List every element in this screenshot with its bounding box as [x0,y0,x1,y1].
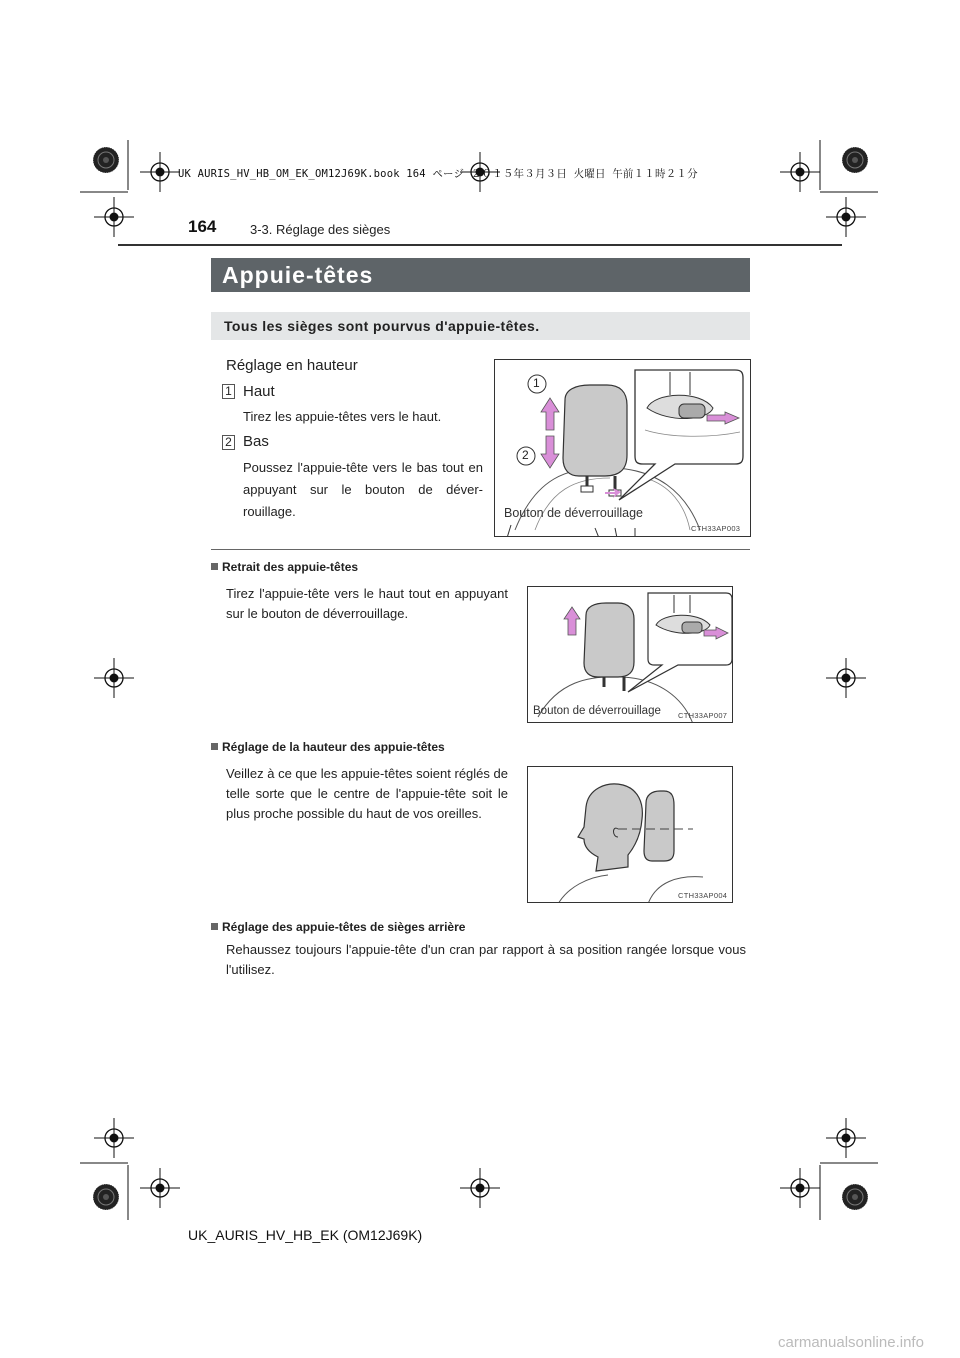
figure-label-release-button: Bouton de déverrouillage [504,506,643,520]
section-text-rear: Rehaussez toujours l'appuie-tête d'un cran par rapport à sa position rangée lorsque vous l'utilisez. [226,942,746,977]
header-rule [118,244,842,246]
section-text-height: Veillez à ce que les appuie-têtes soient réglés de telle sorte que le centre de l'appuie-tête soit le plus proche possible du haut de vos oreilles. [226,766,508,821]
callout-2: 2 [522,448,529,462]
figure-removal [527,586,733,723]
step-number-1: 1 [222,384,235,399]
page-subtitle: Tous les sièges sont pourvus d'appuie-têtes. [211,312,750,340]
step-label-haut: Haut [243,383,275,400]
section-title-rear: Réglage des appuie-têtes de sièges arrière [222,920,466,934]
print-metadata: UK AURIS_HV_HB_OM_EK_OM12J69K.book 164 ページ ２０１５年３月３日 火曜日 午前１１時２１分 [178,168,698,180]
section-title-removal: Retrait des appuie-têtes [222,560,359,574]
section-text-removal: Tirez l'appuie-tête vers le haut tout en appuyant sur le bouton de déverrouillage. [226,586,508,621]
bullet-square [211,743,218,750]
step-label-bas: Bas [243,433,269,450]
step-text-bas: Poussez l'appuie-tête vers le bas tout en appuyant sur le bouton de déver-rouillage. [243,460,483,519]
footer-model: UK_AURIS_HV_HB_EK (OM12J69K) [188,1227,423,1243]
section-title: 3-3. Réglage des sièges [250,222,391,237]
bullet-square [211,563,218,570]
figure-code-3: CTH33AP004 [678,891,728,900]
bullet-square [211,923,218,930]
figure-label-release-button-2: Bouton de déverrouillage [533,705,661,717]
watermark: carmanualsonline.info [778,1334,924,1351]
figure-height-adjust [494,359,751,537]
section-title-height: Réglage de la hauteur des appuie-têtes [222,740,445,754]
figure-code: CTH33AP003 [691,524,741,533]
step-number-2: 2 [222,435,235,450]
head-position-illustration [528,767,733,903]
figure-code-2: CTH33AP007 [678,711,728,720]
page-title: Appuie-têtes [211,258,750,292]
figure-ear-level [527,766,733,903]
section-divider [211,549,750,550]
page-number: 164 [188,217,217,236]
headrest-removal-illustration [528,587,733,723]
height-adjust-heading: Réglage en hauteur [226,357,358,374]
callout-1: 1 [533,376,540,390]
step-text-haut: Tirez les appuie-têtes vers le haut. [243,409,442,424]
